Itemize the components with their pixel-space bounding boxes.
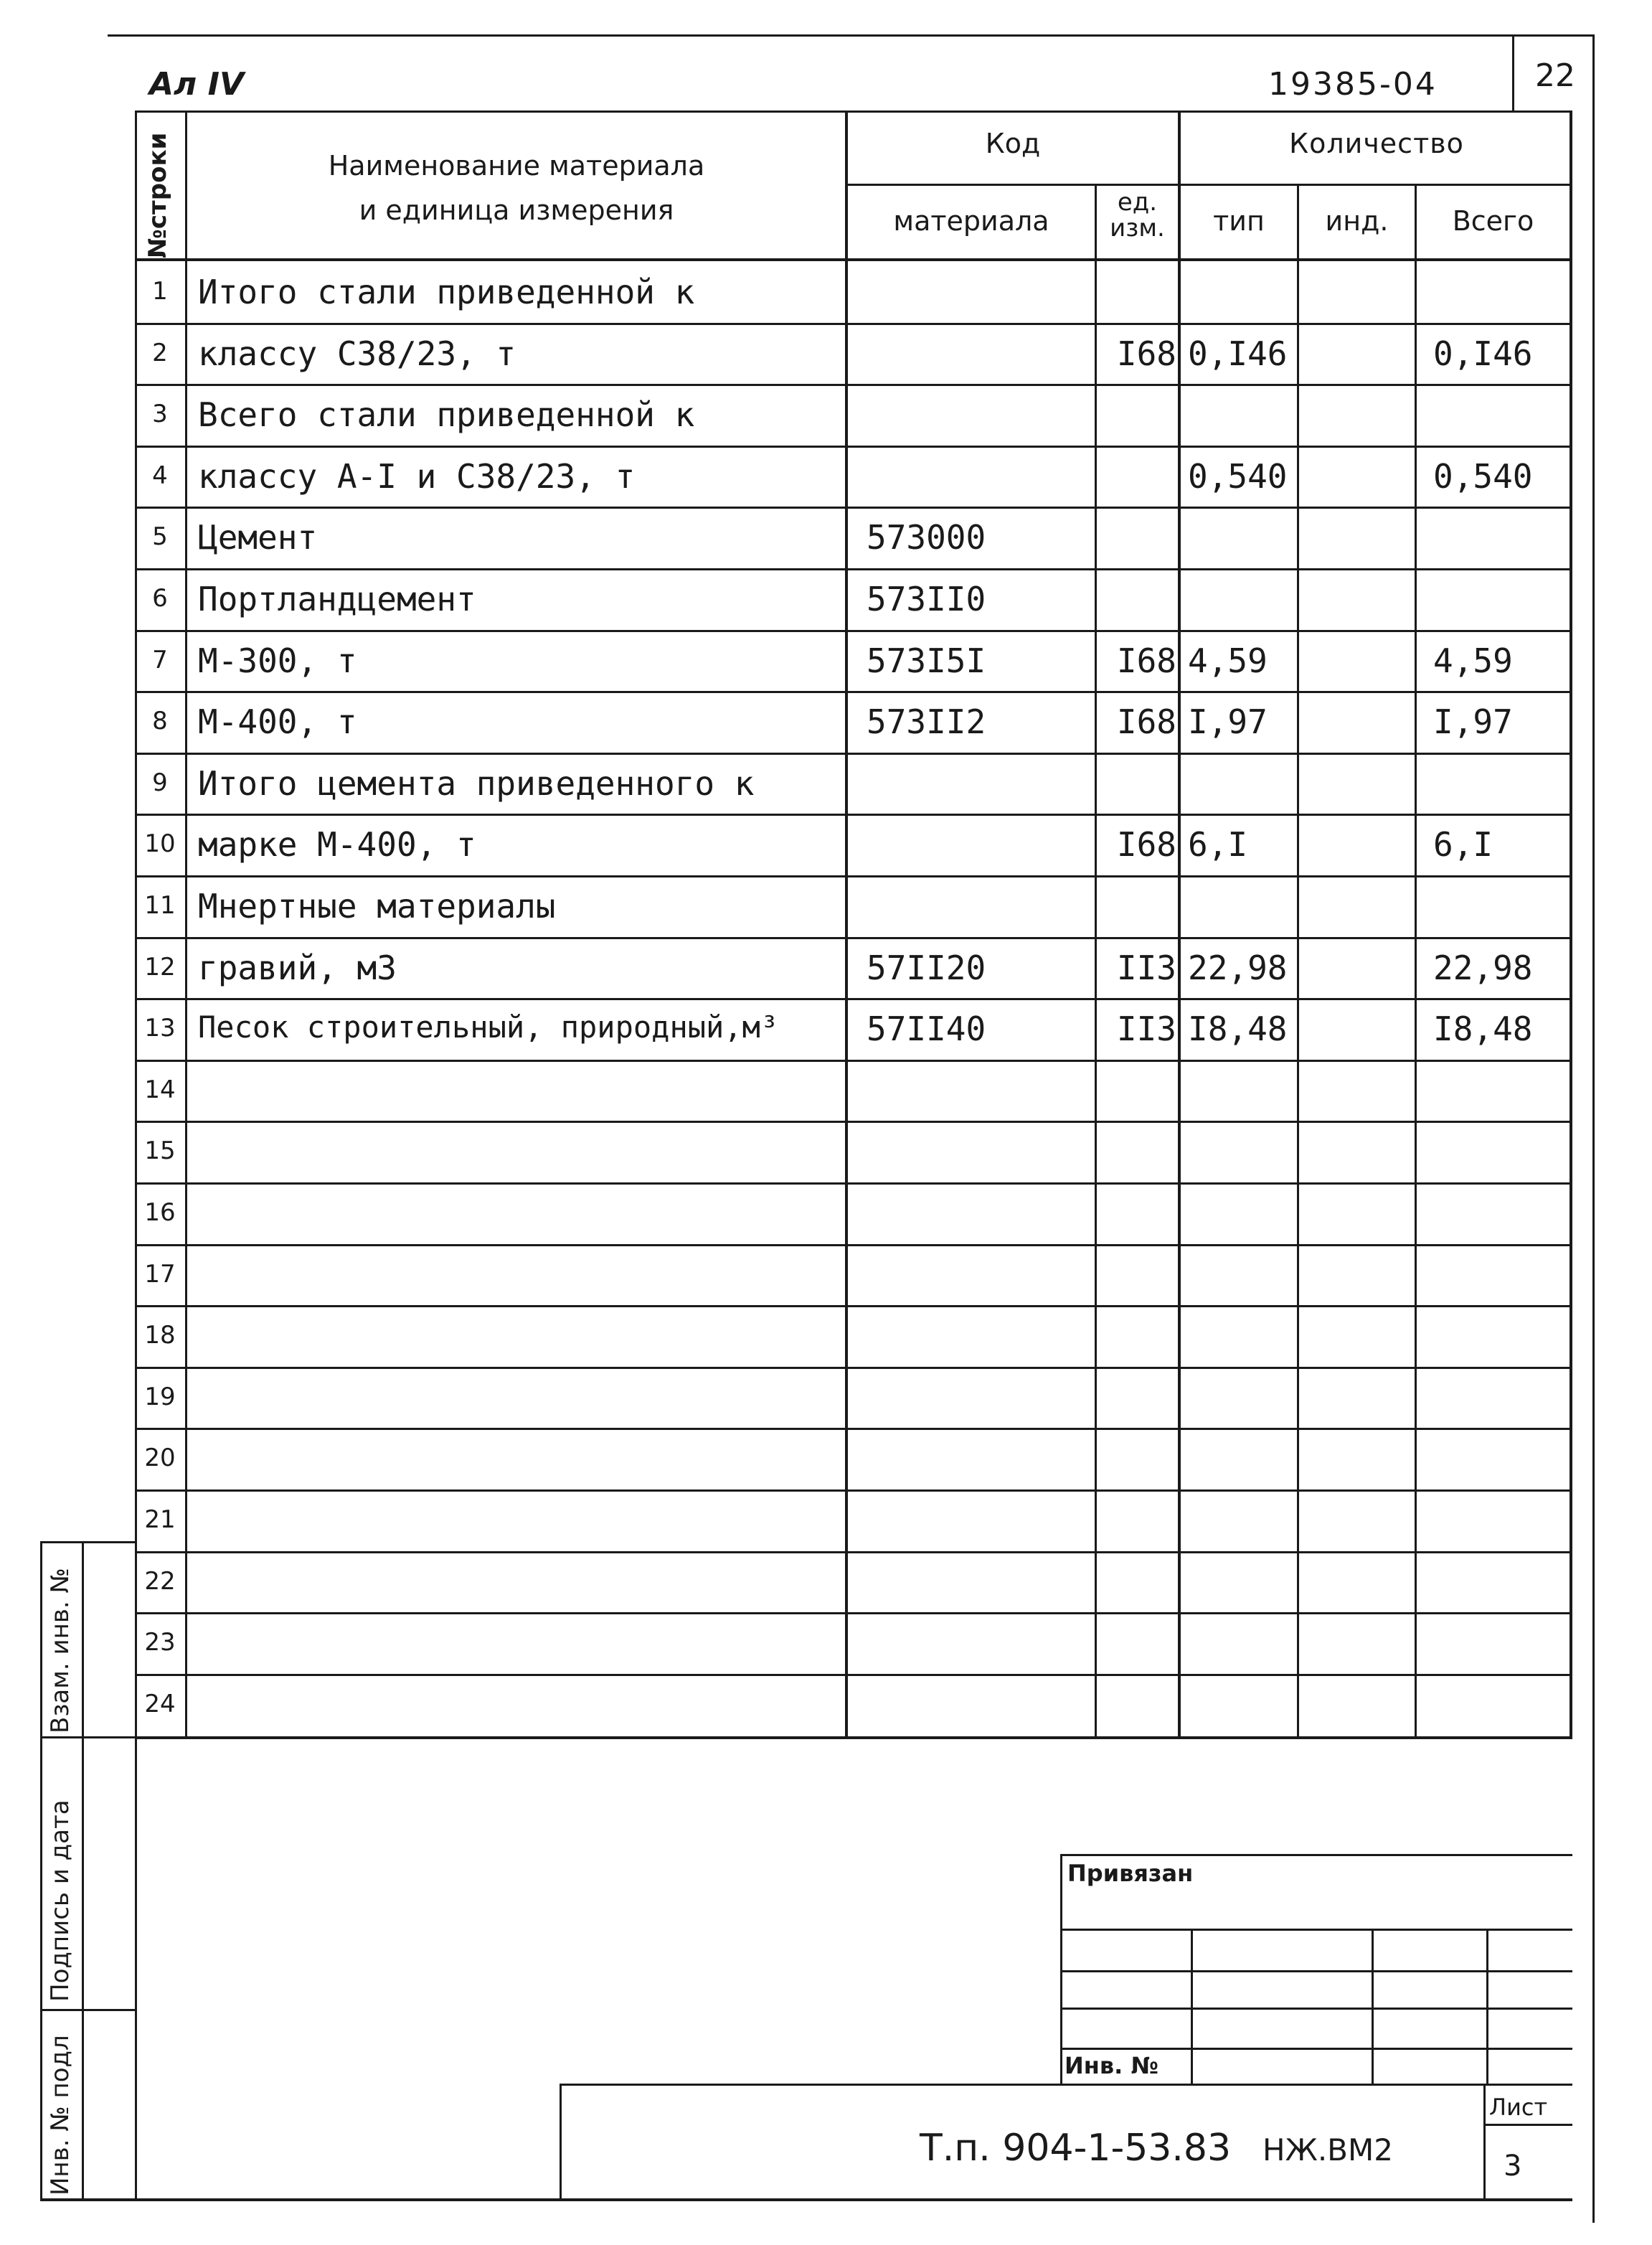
material-code-cell: 57II40 bbox=[867, 1009, 986, 1048]
row-divider bbox=[135, 568, 1572, 570]
col-header-row-number: №строки bbox=[143, 132, 172, 258]
row-number: 3 bbox=[152, 400, 168, 428]
row-divider bbox=[135, 1244, 1572, 1246]
title-designation: Т.п. 904-1-53.83 bbox=[920, 2127, 1232, 2170]
material-name-cell: М-300, т bbox=[198, 641, 357, 680]
row-divider bbox=[135, 630, 1572, 632]
row-number: 6 bbox=[152, 584, 168, 613]
col-header-name: Наименование материала и единица измерения bbox=[328, 150, 705, 226]
unit-code-cell: II3 bbox=[1116, 949, 1176, 987]
row-number: 11 bbox=[144, 891, 176, 920]
row-number: 4 bbox=[152, 461, 168, 490]
col-header-quantity: Количество bbox=[1289, 128, 1464, 159]
row-number: 10 bbox=[144, 829, 176, 858]
row-divider bbox=[135, 384, 1572, 386]
row-number: 18 bbox=[144, 1321, 176, 1350]
type-quantity-cell: 6,I bbox=[1188, 825, 1248, 864]
unit-code-cell: I68 bbox=[1116, 641, 1176, 680]
material-name-cell: Всего стали приведенной к bbox=[198, 395, 695, 434]
unit-code-cell: I68 bbox=[1116, 334, 1176, 373]
type-quantity-cell: 22,98 bbox=[1188, 949, 1288, 987]
material-name-cell: гравий, м3 bbox=[198, 949, 397, 987]
title-sheet-number: 3 bbox=[1504, 2150, 1522, 2183]
row-divider bbox=[135, 1121, 1572, 1123]
material-name-cell: М-400, т bbox=[198, 702, 357, 741]
row-divider bbox=[135, 1489, 1572, 1492]
col-header-unit: ед. изм. bbox=[1110, 188, 1165, 243]
row-number: 1 bbox=[152, 277, 168, 306]
row-number: 20 bbox=[144, 1444, 176, 1472]
material-code-cell: 573II0 bbox=[867, 580, 986, 618]
total-quantity-cell: I8,48 bbox=[1433, 1009, 1533, 1048]
material-name-cell: классу А-I и С38/23, т bbox=[198, 457, 636, 496]
material-code-cell: 57II20 bbox=[867, 949, 986, 987]
title-inventory-label: Инв. № bbox=[1065, 2052, 1158, 2079]
stamp-signature-date: Подпись и дата bbox=[46, 1799, 75, 2002]
title-document-suffix: НЖ.ВМ2 bbox=[1262, 2132, 1393, 2168]
page-number: 22 bbox=[1535, 57, 1575, 94]
row-number: 24 bbox=[144, 1690, 176, 1718]
material-name-cell: Портландцемент bbox=[198, 580, 476, 618]
col-header-material-code: материала bbox=[893, 205, 1049, 237]
material-name-cell: Итого стали приведенной к bbox=[198, 273, 695, 311]
row-divider bbox=[135, 1612, 1572, 1614]
row-number: 15 bbox=[144, 1136, 176, 1165]
material-code-cell: 573I5I bbox=[867, 641, 986, 680]
row-number: 14 bbox=[144, 1076, 176, 1104]
row-divider bbox=[135, 1674, 1572, 1676]
row-number: 7 bbox=[152, 646, 168, 674]
total-quantity-cell: 22,98 bbox=[1433, 949, 1533, 987]
type-quantity-cell: 4,59 bbox=[1188, 641, 1268, 680]
row-divider bbox=[135, 1551, 1572, 1553]
material-name-cell: классу С38/23, т bbox=[198, 334, 516, 373]
material-name-cell: Цемент bbox=[198, 518, 318, 557]
row-divider bbox=[135, 691, 1572, 693]
title-sheet-label: Лист bbox=[1489, 2094, 1548, 2121]
col-header-total: Всего bbox=[1452, 205, 1534, 237]
row-number: 16 bbox=[144, 1198, 176, 1227]
row-divider bbox=[135, 937, 1572, 939]
stamp-original-inventory: Инв. № подл bbox=[46, 2035, 75, 2195]
type-quantity-cell: 0,I46 bbox=[1188, 334, 1288, 373]
material-name-cell: Итого цемента приведенного к bbox=[198, 764, 755, 803]
row-divider bbox=[135, 507, 1572, 509]
col-header-type: тип bbox=[1213, 205, 1265, 237]
total-quantity-cell: 4,59 bbox=[1433, 641, 1513, 680]
type-quantity-cell: I8,48 bbox=[1188, 1009, 1288, 1048]
type-quantity-cell: 0,540 bbox=[1188, 457, 1288, 496]
row-number: 12 bbox=[144, 953, 176, 982]
col-header-code: Код bbox=[985, 128, 1041, 159]
row-number: 19 bbox=[144, 1383, 176, 1411]
total-quantity-cell: 0,I46 bbox=[1433, 334, 1533, 373]
row-number: 8 bbox=[152, 707, 168, 735]
row-number: 17 bbox=[144, 1260, 176, 1289]
material-name-cell: марке М-400, т bbox=[198, 825, 476, 864]
row-divider bbox=[135, 1060, 1572, 1062]
material-code-cell: 573II2 bbox=[867, 702, 986, 741]
row-divider bbox=[135, 998, 1572, 1000]
row-divider bbox=[135, 1428, 1572, 1430]
row-divider bbox=[135, 1305, 1572, 1307]
row-divider bbox=[135, 753, 1572, 755]
sheet-mark: Ал IV bbox=[149, 66, 245, 103]
row-divider bbox=[135, 1367, 1572, 1369]
row-number: 23 bbox=[144, 1628, 176, 1657]
unit-code-cell: I68 bbox=[1116, 825, 1176, 864]
row-divider bbox=[135, 1182, 1572, 1185]
row-divider bbox=[135, 323, 1572, 325]
total-quantity-cell: I,97 bbox=[1433, 702, 1513, 741]
row-number: 5 bbox=[152, 522, 168, 551]
row-divider bbox=[135, 875, 1572, 877]
type-quantity-cell: I,97 bbox=[1188, 702, 1268, 741]
col-header-individual: инд. bbox=[1325, 205, 1389, 237]
unit-code-cell: II3 bbox=[1116, 1009, 1176, 1048]
total-quantity-cell: 0,540 bbox=[1433, 457, 1533, 496]
total-quantity-cell: 6,I bbox=[1433, 825, 1493, 864]
material-name-cell: Песок строительный, природный,м³ bbox=[198, 1009, 779, 1045]
row-divider bbox=[135, 446, 1572, 448]
document-code: 19385-04 bbox=[1268, 66, 1438, 103]
title-attached-label: Привязан bbox=[1067, 1860, 1194, 1887]
row-number: 2 bbox=[152, 339, 168, 367]
row-divider bbox=[135, 814, 1572, 816]
row-number: 21 bbox=[144, 1505, 176, 1534]
stamp-replacement-inventory: Взам. инв. № bbox=[46, 1568, 75, 1733]
material-code-cell: 573000 bbox=[867, 518, 986, 557]
unit-code-cell: I68 bbox=[1116, 702, 1176, 741]
row-number: 9 bbox=[152, 768, 168, 797]
row-number: 22 bbox=[144, 1567, 176, 1596]
row-number: 13 bbox=[144, 1014, 176, 1043]
material-name-cell: Мнертные материалы bbox=[198, 887, 556, 926]
